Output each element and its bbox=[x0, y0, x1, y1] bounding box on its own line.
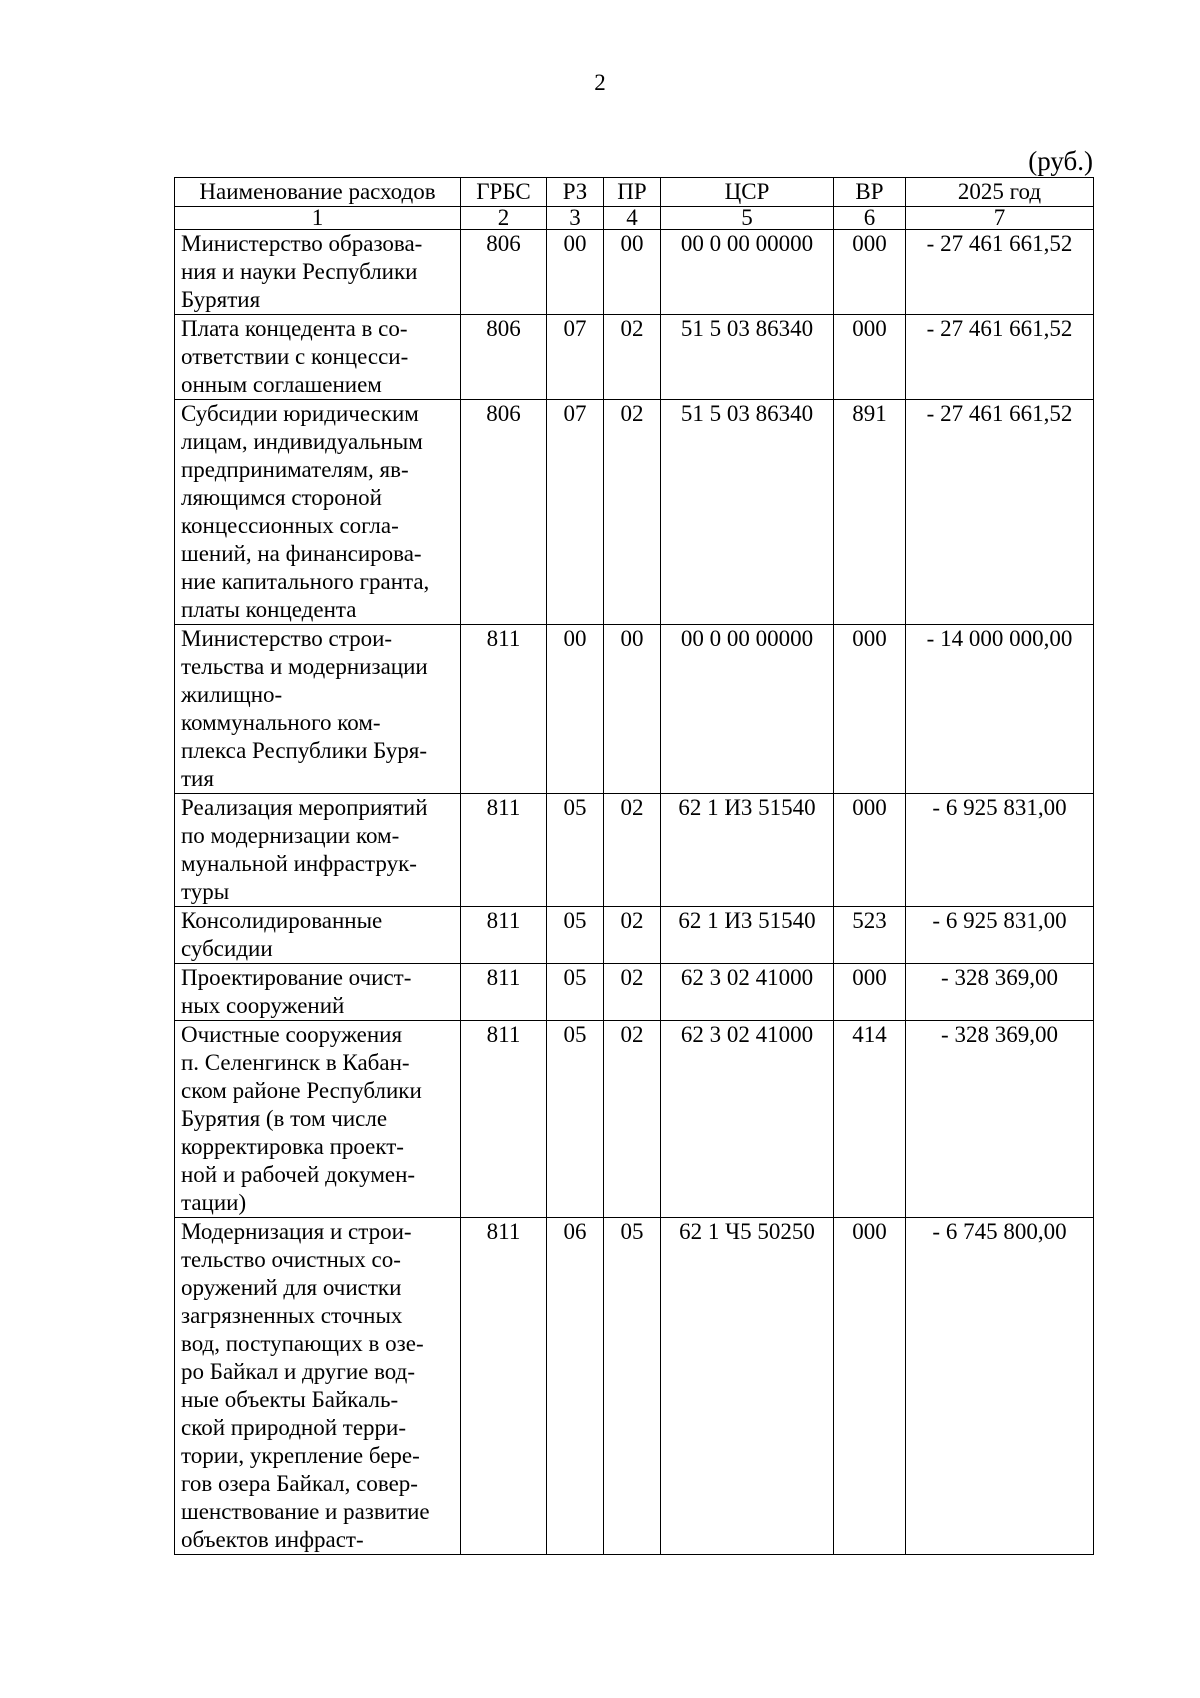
row-name-cell: Плата концедента в со- ответствии с концесси- онным соглашением bbox=[175, 315, 461, 400]
header-name: Наименование расходов bbox=[175, 178, 461, 207]
column-number: 2 bbox=[461, 207, 547, 230]
row-name-cell: Субсидии юридическим лицам, индивидуальным предпринимателям, яв- ляющимся стороной концессионных согла- шений, на финансирова- ние капитального гранта, платы концедента bbox=[175, 400, 461, 625]
rz-cell: 07 bbox=[547, 315, 604, 400]
vr-cell: 000 bbox=[834, 230, 906, 315]
header-row bbox=[175, 178, 1094, 207]
pr-cell: 02 bbox=[604, 315, 661, 400]
csr-cell: 00 0 00 00000 bbox=[661, 625, 834, 794]
amount-cell: - 6 925 831,00 bbox=[906, 907, 1094, 964]
csr-cell: 62 1 И3 51540 bbox=[661, 907, 834, 964]
grbs-cell: 811 bbox=[461, 907, 547, 964]
csr-cell: 51 5 03 86340 bbox=[661, 315, 834, 400]
header-rz: РЗ bbox=[547, 178, 604, 207]
row-name-cell: Министерство образова- ния и науки Республики Бурятия bbox=[175, 230, 461, 315]
rz-cell: 05 bbox=[547, 794, 604, 907]
header-vr: ВР bbox=[834, 178, 906, 207]
table-row bbox=[175, 794, 1094, 907]
amount-cell: - 27 461 661,52 bbox=[906, 400, 1094, 625]
table-row bbox=[175, 907, 1094, 964]
rz-cell: 05 bbox=[547, 1021, 604, 1218]
grbs-cell: 811 bbox=[461, 1021, 547, 1218]
amount-cell: - 14 000 000,00 bbox=[906, 625, 1094, 794]
row-name-cell: Проектирование очист- ных сооружений bbox=[175, 964, 461, 1021]
grbs-cell: 806 bbox=[461, 400, 547, 625]
amount-cell: - 27 461 661,52 bbox=[906, 230, 1094, 315]
rz-cell: 00 bbox=[547, 625, 604, 794]
table-row bbox=[175, 625, 1094, 794]
vr-cell: 414 bbox=[834, 1021, 906, 1218]
row-name-cell: Консолидированные субсидии bbox=[175, 907, 461, 964]
grbs-cell: 806 bbox=[461, 230, 547, 315]
column-numbers-row bbox=[175, 207, 1094, 230]
page-number: 2 bbox=[594, 70, 606, 95]
row-name-cell: Реализация мероприятий по модернизации ком- мунальной инфраструк- туры bbox=[175, 794, 461, 907]
grbs-cell: 811 bbox=[461, 625, 547, 794]
vr-cell: 891 bbox=[834, 400, 906, 625]
csr-cell: 62 1 Ч5 50250 bbox=[661, 1218, 834, 1555]
amount-cell: - 328 369,00 bbox=[906, 1021, 1094, 1218]
table-row bbox=[175, 315, 1094, 400]
vr-cell: 000 bbox=[834, 794, 906, 907]
grbs-cell: 806 bbox=[461, 315, 547, 400]
pr-cell: 02 bbox=[604, 964, 661, 1021]
grbs-cell: 811 bbox=[461, 964, 547, 1021]
header-pr: ПР bbox=[604, 178, 661, 207]
rz-cell: 05 bbox=[547, 907, 604, 964]
table-row bbox=[175, 1021, 1094, 1218]
row-name-cell: Модернизация и строи- тельство очистных со- оружений для очистки загрязненных сточных вод, поступающих в озе- ро Байкал и другие вод- ные объекты Байкаль- ской природной терри- тории, укрепление бере- гов озера Байкал, совер- шенствование и развитие объектов инфраст- bbox=[175, 1218, 461, 1555]
amount-cell: - 27 461 661,52 bbox=[906, 315, 1094, 400]
amount-cell: - 6 925 831,00 bbox=[906, 794, 1094, 907]
header-grbs: ГРБС bbox=[461, 178, 547, 207]
csr-cell: 51 5 03 86340 bbox=[661, 400, 834, 625]
pr-cell: 02 bbox=[604, 794, 661, 907]
grbs-cell: 811 bbox=[461, 794, 547, 907]
header-csr: ЦСР bbox=[661, 178, 834, 207]
vr-cell: 000 bbox=[834, 625, 906, 794]
units-label: (руб.) bbox=[1028, 146, 1093, 176]
rz-cell: 00 bbox=[547, 230, 604, 315]
rz-cell: 06 bbox=[547, 1218, 604, 1555]
column-number: 3 bbox=[547, 207, 604, 230]
pr-cell: 02 bbox=[604, 1021, 661, 1218]
rz-cell: 05 bbox=[547, 964, 604, 1021]
table-row bbox=[175, 964, 1094, 1021]
vr-cell: 000 bbox=[834, 315, 906, 400]
pr-cell: 00 bbox=[604, 625, 661, 794]
pr-cell: 00 bbox=[604, 230, 661, 315]
vr-cell: 000 bbox=[834, 1218, 906, 1555]
column-number: 7 bbox=[906, 207, 1094, 230]
amount-cell: - 6 745 800,00 bbox=[906, 1218, 1094, 1555]
grbs-cell: 811 bbox=[461, 1218, 547, 1555]
row-name-cell: Очистные сооружения п. Селенгинск в Кабан- ском районе Республики Бурятия (в том числе корректировка проект- ной и рабочей докумен- тации) bbox=[175, 1021, 461, 1218]
budget-table bbox=[174, 177, 1094, 1555]
header-year: 2025 год bbox=[906, 178, 1094, 207]
amount-cell: - 328 369,00 bbox=[906, 964, 1094, 1021]
pr-cell: 02 bbox=[604, 907, 661, 964]
column-number: 1 bbox=[175, 207, 461, 230]
rz-cell: 07 bbox=[547, 400, 604, 625]
column-number: 6 bbox=[834, 207, 906, 230]
column-number: 5 bbox=[661, 207, 834, 230]
csr-cell: 62 1 И3 51540 bbox=[661, 794, 834, 907]
column-number: 4 bbox=[604, 207, 661, 230]
table-row bbox=[175, 230, 1094, 315]
vr-cell: 000 bbox=[834, 964, 906, 1021]
csr-cell: 00 0 00 00000 bbox=[661, 230, 834, 315]
csr-cell: 62 3 02 41000 bbox=[661, 1021, 834, 1218]
row-name-cell: Министерство строи- тельства и модернизации жилищно- коммунального ком- плекса Республики Буря- тия bbox=[175, 625, 461, 794]
pr-cell: 02 bbox=[604, 400, 661, 625]
pr-cell: 05 bbox=[604, 1218, 661, 1555]
table-row bbox=[175, 1218, 1094, 1555]
vr-cell: 523 bbox=[834, 907, 906, 964]
csr-cell: 62 3 02 41000 bbox=[661, 964, 834, 1021]
table-row bbox=[175, 400, 1094, 625]
